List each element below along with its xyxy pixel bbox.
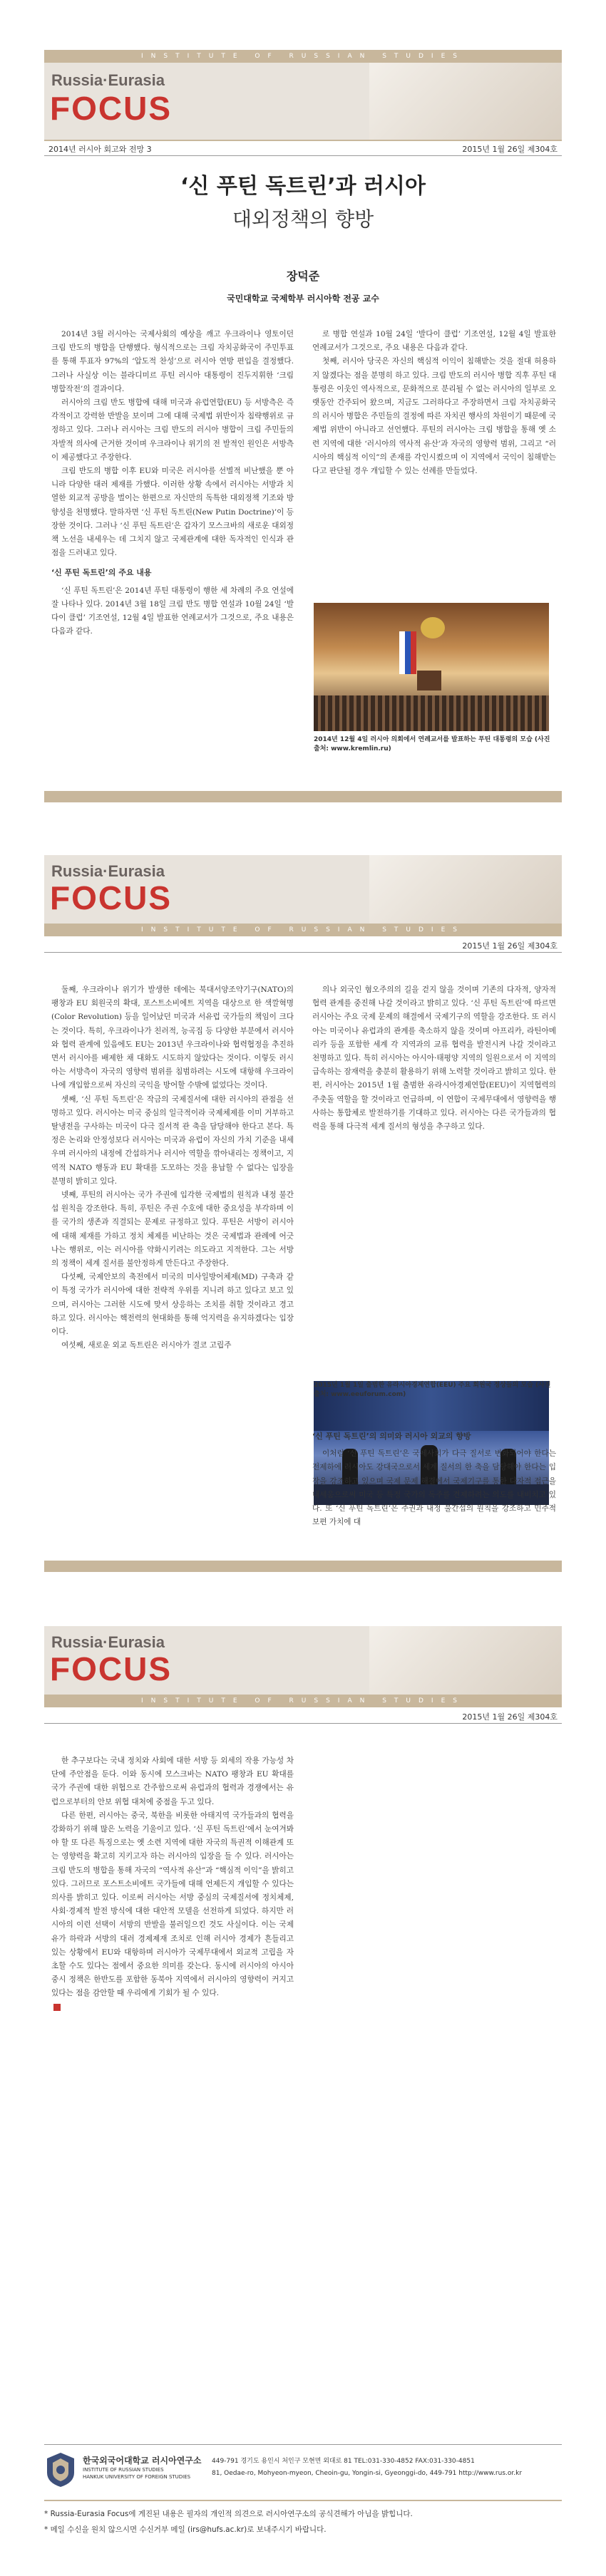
issue-label: 2015년 1월 26일 제304호 <box>462 1712 558 1722</box>
paragraph: 2014년 3월 러시아는 국제사회의 예상을 깨고 우크라이나 영토이던 크림 반도의 병합을 단행했다. 형식적으로는 크림 자치공화국이 주민투표를 통해 투표자 97%의 ‘압도적 찬성’으로 러시아 연방 편입을 결정했다. 그러나 사실상 이는 블라디미르 푸틴 러시아 대통령이 진두지휘한 ‘크림 병합작전’의 결과이다. <box>51 330 294 393</box>
page2-right-column-lower <box>312 1424 556 1529</box>
end-mark-icon <box>53 2004 61 2011</box>
page-1 <box>0 0 606 752</box>
paragraph: 여섯째, 새로운 외교 독트린은 러시아가 결코 고립주 <box>61 1341 232 1350</box>
paragraph: 첫째, 러시아 당국은 자신의 핵심적 이익이 침해받는 것을 절대 허용하지 않겠다는 점을 분명히 하고 있다. 크림 반도의 러시아 병합 직후 푸틴 대통령은 이웃인 역사적으로, 문화적으로 분리될 수 없는 러시아의 일부로 오랫동안 간주되어 왔으며, 지금도 그러하다고 주장하면서 크림 자치공화국의 러시아 병합은 주민들의 결정에 따른 자치권 행사의 차원이기 때문에 국제법 위반이 아니라고 선언했다. 푸틴의 러시아는 크림 병합을 통해 옛 소련 지역에 대한 ‘러시아의 역사적 유산’과 자국의 영향력 범위, 그리고 “러시아의 핵심적 이익”의 존재를 각인시켰으며 이 지역에서 국익이 침해받는다고 판단될 경우 개입할 수 있는 선례를 만들었다. <box>312 357 556 476</box>
logo-focus-text: FOCUS <box>50 90 172 127</box>
page2-right-column <box>312 983 556 1134</box>
footer-note-1: * Russia-Eurasia Focus에 게진된 내용은 필자의 개인적 의견으로 러시아연구소의 공식견해가 아님을 밝힙니다. <box>44 2510 413 2518</box>
institute-emblem-icon <box>44 2451 77 2488</box>
putin-address-photo <box>314 603 549 731</box>
institute-name: 한국외국어대학교 러시아연구소 <box>83 2456 202 2466</box>
podium-shape <box>417 671 441 690</box>
paragraph: 크림 반도의 병합 이후 EU와 미국은 러시아를 선별적 비난했을 뿐 아니라 다양한 대러 제재를 가했다. 이러한 상황 속에서 러시아는 서방과 치열한 외교적 공방을 벌이는 한편으로 자신만의 독특한 대외정책 기조와 방향성을 천명했다. 말하자면 ‘신 푸틴 독트린(New Putin Doctrine)’이 등장한 것이다. 그러나 ‘신 푸틴 독트린’은 갑자기 모스크바의 새로운 대외정책 노선을 내세우는 데 그치지 않고 국제관계에 대한 독자적인 인식과 관점을 드러내고 있다. <box>51 467 294 558</box>
paragraph: ‘신 푸틴 독트린’은 2014년 푸틴 대통령이 행한 세 차례의 주요 연설에 잘 나타나 있다. 2014년 3월 18일 크림 반도 병합 연설과 10월 24일 ‘발다이 클럽’ 기조연설, 12월 4일 발표한 연례교서가 그것으로, 주요 내용은 다음과 같다. <box>51 586 294 636</box>
paragraph: 한 추구보다는 국내 정치와 사회에 대한 서방 등 외세의 작용 가능성 차단에 주안점을 둔다. 이와 동시에 모스크바는 NATO 팽창과 EU 확대를 국가 주권에 대한 위협으로 간주함으로써 유럽과의 협력과 경쟁에서는 유럽으로부터의 안보 위협 대처에 중점을 두고 있다. <box>51 1757 294 1806</box>
logo-top-text: Russia·Eurasia <box>51 1633 165 1651</box>
paragraph: 다섯째, 국제안보의 축전에서 미국의 미사일방어체제(MD) 구축과 같이 특정 국가가 러시아에 대한 전략적 우위를 지니려 하고 있다고 보고 있으며, 러시아는 그러한 시도에 맞서 상응하는 조치를 취할 것이라고 경고하고 있다. 러시아는 핵전력의 현대화를 통해 억지력을 유지하겠다는 입장이다. <box>51 1273 294 1337</box>
logo-focus-text: FOCUS <box>50 1650 172 1687</box>
logo-focus-text: FOCUS <box>50 879 172 916</box>
issue-label: 2015년 1월 26일 제304호 <box>462 145 558 154</box>
page1-bottom-bar <box>44 791 562 802</box>
paragraph: 의나 외국인 혐오주의의 길을 걷지 않을 것이며 기존의 다자적, 양자적 협력 관계를 중진해 나갈 것이라고 밝히고 있다. ‘신 푸틴 독트린’에 따르면 러시아는 주요 국제 문제의 해결에서 국제기구의 역할을 강조한다. 또 러시아는 미국이나 유럽과의 관계를 축소하지 않을 것이며 아프리카, 라틴아메리카 등을 포함한 세계 각 지역과의 교류 협력을 발전시켜 나갈 것이라고 천명하고 있다. 특히 러시아는 아시아·태평양 지역의 일원으로서 이 지역의 급속하는 잠재력을 충분히 활용하기 위해 노력할 것이라고 밝히고 있다. 한편, 러시아는 2015년 1월 출범한 유라시아경제연합(EEU)이 지역협력의 주춧돌 역할을 할 것이라고 언급하며, 이 연합이 국제무대에서 영향력을 행사하는 통합체로 발전하기를 기대하고 있다. 러시아는 다른 국가들과의 협력을 통해 다극적 세계 질서의 형성을 추구하고 있다. <box>312 986 556 1132</box>
page1-right-column <box>312 328 556 478</box>
institute-band: INSTITUTE OF RUSSIAN STUDIES <box>44 1695 562 1707</box>
page1-left-column <box>51 328 294 638</box>
masthead-1 <box>44 50 562 156</box>
author-affiliation: 국민대학교 국제학부 러시아학 전공 교수 <box>227 294 379 304</box>
address-ko: 449-791 경기도 용인시 처인구 모현면 외대로 81 TEL:031-330-4852 FAX:031-330-4851 <box>212 2458 475 2465</box>
footer-institute <box>44 2450 562 2494</box>
footer-note-2: * 메일 수신을 원치 않으시면 수신거부 메일 (irs@hufs.ac.kr)로 보내주시기 바랍니다. <box>44 2525 327 2534</box>
page2-left-column <box>51 983 294 1352</box>
paragraph: 넷째, 푸틴의 러시아는 국가 주권에 입각한 국제법의 원칙과 내정 불간섭 원칙을 강조한다. 특히, 푸틴은 주권 수호에 대한 중요성을 부각하며 이를 국가의 생존과 직결되는 문제로 규정하고 있다. 푸틴은 서방이 러시아에 대해 제재를 가하고 정치 체제를 비난하는 것은 국제법과 관례에 어긋나는 행위로, 이는 러시아를 약화시키려는 의도라고 지적한다. 그는 서방의 정책이 세계 질서를 불안정하게 만든다고 주장한다. <box>51 1191 294 1268</box>
paragraph: 로 병합 연설과 10월 24일 ‘발다이 클럽’ 기조연설, 12월 4일 발표한 연례교서가 그것으로, 주요 내용은 다음과 같다. <box>312 330 556 353</box>
page2-bottom-bar <box>44 1561 562 1572</box>
emblem-shape <box>421 617 445 638</box>
masthead-2 <box>44 855 562 953</box>
logo-area <box>44 855 562 924</box>
issue-label: 2015년 1월 26일 제304호 <box>462 941 558 951</box>
article-title-line1: ‘신 푸틴 독트린’과 러시아 <box>180 174 426 199</box>
logo-top-text: Russia·Eurasia <box>51 71 165 89</box>
institute-en-line1: INSTITUTE OF RUSSIAN STUDIES <box>83 2467 164 2473</box>
paragraph: 다른 한편, 러시아는 중국, 북한을 비롯한 아태지역 국가들과의 협력을 강화하기 위해 많은 노력을 기울이고 있다. ‘신 푸틴 독트린’에서 눈여겨봐야 할 또 다른 특징으로는 옛 소련 지역에 대한 자국의 특권적 이해관계 또는 영향력을 확고히 지키고자 하는 러시아의 입장을 들 수 있다. 러시아는 크림 반도의 병합을 통해 자국의 “역사적 유산”과 “핵심적 이익”을 밝히고 있다. 그러므로 포스트소비에트 국가들에 대해 언제든지 개입할 수 있다는 의사를 밝히고 있다. 이로써 러시아는 서방 중심의 국제질서에 정치체제, 사회·경제적 발전 방식에 대한 대안적 모델을 선전하게 되었다. 하지만 러시아의 이런 선택이 서방의 반발을 불러일으킨 것도 사실이다. 이는 국제 유가 하락과 서방의 대러 경제제재 조치로 인해 러시아 경제가 흔들리고 있는 상황에서 EU와 대항하며 러시아가 국제무대에서 외교적 고립을 자초할 수도 있다는 점에서 중요한 의미를 갖는다. 동시에 러시아의 아시아 중시 정책은 한반도를 포함한 동북아 지역에서 러시아의 영향력이 커지고 있다는 점을 감안할 때 우리에게 기회가 될 수 있다. <box>51 1811 294 1998</box>
masthead-3 <box>44 1626 562 1724</box>
logo-top-text: Russia·Eurasia <box>51 862 165 880</box>
photo-caption: 2015년 1월 1일 출범한 유라시아경제연합(EEU) 주요 회원국 정상들의 모습 (사진 출처: www.eeuforum.com) <box>314 1382 551 1398</box>
institute-band: INSTITUTE OF RUSSIAN STUDIES <box>44 50 562 63</box>
address-en: 81, Oedae-ro, Mohyeon-myeon, Cheoin-gu, Yongin-si, Gyeonggi-do, 449-791 http://www.rus.or.kr <box>212 2470 523 2477</box>
paragraph: 이처럼 ‘신 푸틴 독트린’은 국제사회가 다극 질서로 변화되어야 한다는 전제하에 러시아도 강대국으로서 세계 질서의 한 축을 담당해야 한다는 입장을 강조하고 있으며 국제 문제 해결에서 국제기구를 통한 다자적 접근을 내세움으로써 미국 등 특정 국가의 독주를 견제하려는 의도를 내비치고 있다. 또 ‘신 푸틴 독트린’은 주권과 내정 불간섭의 원칙을 강조하고 민주적 보편 가치에 대 <box>312 1449 556 1527</box>
logo-area <box>44 63 562 140</box>
photo-caption: 2014년 12월 4일 러시아 의회에서 연례교서를 발표하는 푸틴 대통령의 모습 (사진 출처: www.kremlin.ru) <box>314 736 550 752</box>
institute-band: INSTITUTE OF RUSSIAN STUDIES <box>44 924 562 936</box>
paragraph: 둘째, 우크라이나 위기가 발생한 데에는 북대서양조약기구(NATO)의 팽창과 EU 회원국의 확대, 포스트소비에트 지역을 대상으로 한 색깔혁명(Color Revolution) 등을 일어났던 미국과 서유럽 국가들의 책임이 크다는 것이다. 특히, 우크라이나가 친러적, 능곡집 등 다양한 부분에서 러시아와 협력 관계에 있음에도 EU는 2013년 우크라이나와 협력협정을 추진하면서 러시아를 배제한 채 대화도 시도하지 않았다는 것이다. 이렇듯 러시아는 서방측이 자국의 영향력 범위를 침범하려는 시도에 대항해 우크라이나에 개입함으로써 자신의 국익을 방어할 수밖에 없었다는 것이다. <box>51 986 294 1090</box>
logo-decoration <box>369 855 562 924</box>
author-name: 장덕준 <box>286 269 320 283</box>
logo-decoration <box>369 63 562 140</box>
logo-area <box>44 1626 562 1695</box>
section-heading: ‘신 푸틴 독트린’의 의미와 러시아 외교의 향방 <box>312 1432 471 1441</box>
institute-en-line2: HANKUK UNIVERSITY OF FOREIGN STUDIES <box>83 2474 191 2480</box>
page3-left-column <box>51 1754 294 2014</box>
series-label: 2014년 러시아 회고와 전망 3 <box>48 145 152 154</box>
logo-decoration <box>369 1626 562 1695</box>
paragraph: 셋째, ‘신 푸틴 독트린’은 작금의 국제질서에 대한 러시아의 관점을 선명하고 있다. 러시아는 미국 중심의 일극적이라 국제체제를 이미 거부하고 탈냉전을 구사하는 미국이 다극 질서적 관 축을 담당해야 한다고 본다. 특정은 논리와 안정성보다 러시아는 미국과 유럽이 자신의 가치 기준을 내세우며 러시아의 내정에 간섭하거나 러시아 역할을 깎아내리는 정책이고, 지역적 NATO 행동과 EU 확대를 도모하는 것을 용납할 수 없다는 입장을 분명히 밝히고 있다. <box>51 1095 294 1186</box>
article-title-line2: 대외정책의 향방 <box>232 207 374 231</box>
section-heading: ‘신 푸틴 독트린’의 주요 내용 <box>51 568 152 578</box>
paragraph: 러시아의 크림 반도 병합에 대해 미국과 유럽연합(EU) 등 서방측은 즉각적이고 강력한 반발을 보이며 그에 대해 국제법 위반이자 침략행위로 규정하고 있다. 그러나 러시아는 크림 반도의 러시아 병합이 크림 주민들의 자발적 의사에 근거한 것이며 우크라이나 위기의 전 발적인 원인은 서방측이 제공했다고 주장한다. <box>51 398 294 462</box>
audience-shape <box>314 695 549 731</box>
